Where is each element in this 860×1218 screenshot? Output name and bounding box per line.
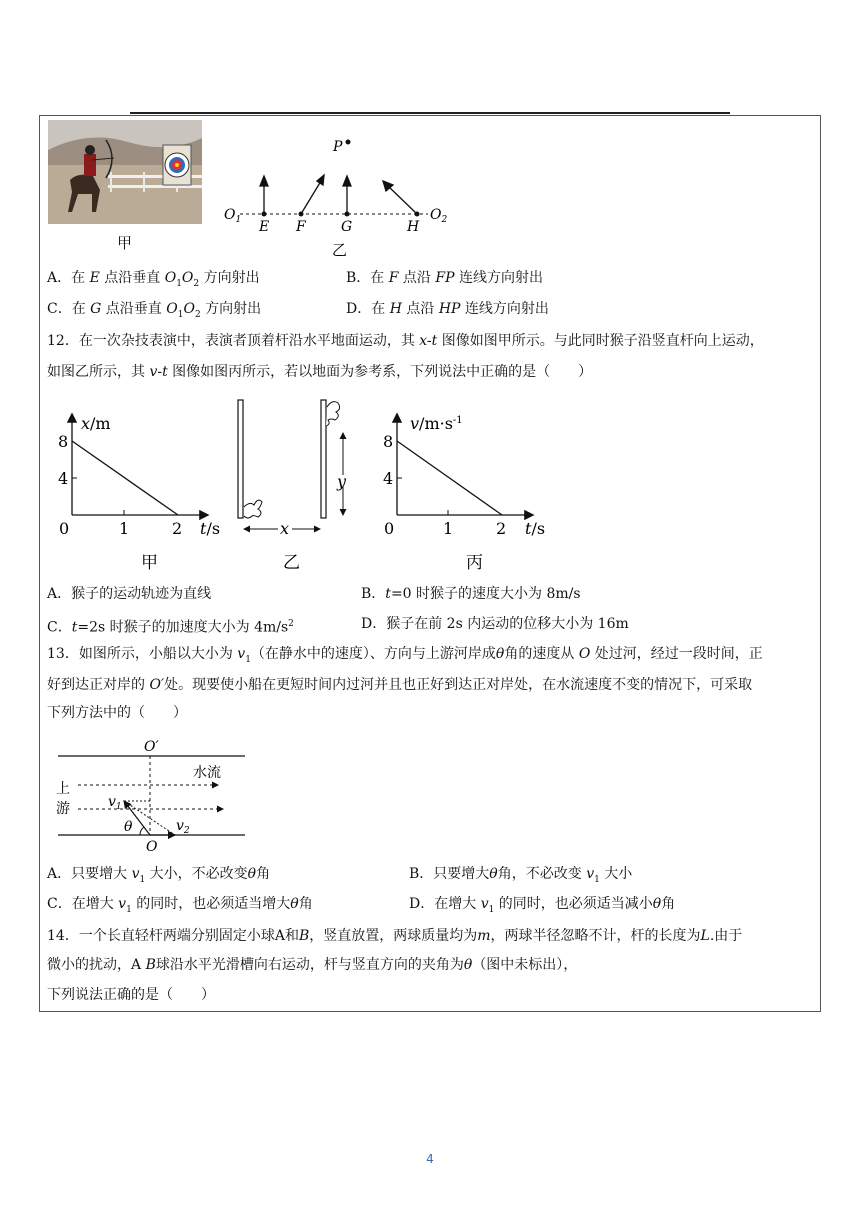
svg-text:1: 1 xyxy=(119,519,130,538)
svg-text:O′: O′ xyxy=(144,739,159,755)
svg-text:v/m·s-1: $v/m\cdot s^{-1}$ xyxy=(410,414,463,433)
q11-option-d[interactable]: D．在 H 点沿 HP 连线方向射出 xyxy=(346,301,549,317)
svg-text:游: 游 xyxy=(56,801,70,817)
svg-text:甲: 甲 xyxy=(141,553,158,573)
svg-text:乙: 乙 xyxy=(283,553,300,573)
monkey-top-icon xyxy=(326,402,340,426)
q13-option-c[interactable]: C．在增大 $v_1$ 的同时，也必须适当增大θ角 xyxy=(47,896,313,915)
archery-photo xyxy=(48,120,202,224)
arrow-H xyxy=(388,186,417,214)
graph-bing xyxy=(380,405,560,575)
q13-stem-line2: 好到达正对岸的 O′处。现要使小船在更短时间内过河并且也正好到达正对岸处，在水流速度不变的情况下，可采取 xyxy=(47,677,753,693)
q14-stem-line3: 下列说法正确的是（ ） xyxy=(47,987,215,1003)
svg-text:4: 4 xyxy=(383,469,394,488)
svg-text:2: 2 xyxy=(496,519,507,538)
svg-text:丙: 丙 xyxy=(466,553,483,573)
pole-figure xyxy=(230,395,360,575)
svg-text:8: 8 xyxy=(58,432,69,451)
vt-line xyxy=(397,441,502,515)
svg-text:v1: $v_1$ xyxy=(108,794,122,812)
q12-option-a[interactable]: A．猴子的运动轨迹为直线 xyxy=(47,586,212,602)
svg-text:1: 1 xyxy=(443,519,454,538)
svg-text:E: E xyxy=(259,219,270,235)
svg-text:F: F xyxy=(296,219,306,235)
svg-text:0: 0 xyxy=(59,519,70,538)
svg-text:v2: $v_2$ xyxy=(176,818,190,836)
graph-jia xyxy=(55,405,230,575)
xt-line xyxy=(72,441,178,515)
svg-text:t/s: t/s xyxy=(200,519,221,538)
svg-text:O2: $O_2$ xyxy=(430,207,448,225)
page-number: 4 xyxy=(426,1152,434,1166)
q12-stem-line1: 12．在一次杂技表演中，表演者顶着杆沿水平地面运动，其 x-t 图像如图甲所示。与此同时猴子沿竖直杆向上运动， xyxy=(47,333,764,349)
q11-option-a[interactable]: A．在 E 点沿垂直 $O_1O_2$ 方向射出 xyxy=(47,270,260,289)
svg-text:8: 8 xyxy=(383,432,394,451)
q13-option-d[interactable]: D．在增大 $v_1$ 的同时，也必须适当减小θ角 xyxy=(409,896,676,915)
svg-text:水流: 水流 xyxy=(193,765,221,781)
arrow-F xyxy=(301,181,321,214)
point-P xyxy=(346,140,351,145)
svg-text:t/s: t/s xyxy=(525,519,546,538)
svg-text:0: 0 xyxy=(384,519,395,538)
svg-text:x: x xyxy=(280,519,290,538)
q13-stem-line3: 下列方法中的（ ） xyxy=(47,705,187,721)
svg-text:θ: θ xyxy=(124,819,133,835)
svg-text:x/m: x/m xyxy=(81,414,111,433)
q12-option-c[interactable]: C．t=2s 时猴子的加速度大小为 $4m/s^2$ xyxy=(47,619,294,636)
caption-yi: 乙 xyxy=(332,241,348,259)
pole-end xyxy=(321,400,326,518)
pole-start xyxy=(238,400,243,518)
label-P: P xyxy=(333,139,343,155)
svg-text:2: 2 xyxy=(172,519,183,538)
q12-stem-line2: 如图乙所示，其 v-t 图像如图丙所示，若以地面为参考系，下列说法中正确的是（ ） xyxy=(47,364,593,380)
svg-text:H: H xyxy=(407,219,420,235)
monkey-bottom-icon xyxy=(244,500,262,518)
q11-option-c[interactable]: C．在 G 点沿垂直 $O_1O_2$ 方向射出 xyxy=(47,301,262,320)
q13-stem-line1: 13．如图所示，小船以大小为 $v_1$（在静水中的速度）、方向与上游河岸成θ角的速度从 O 处过河，经过一段时间，正 xyxy=(47,646,763,665)
q12-option-b[interactable]: B．t=0 时猴子的速度大小为 8m/s xyxy=(361,586,581,602)
svg-text:上: 上 xyxy=(56,781,70,797)
q14-stem-line2: 微小的扰动，A B球沿水平光滑槽向右运动，杆与竖直方向的夹角为θ（图中未标出）， xyxy=(47,957,578,973)
svg-text:4: 4 xyxy=(58,469,69,488)
q13-option-b[interactable]: B．只要增大θ角，不必改变 $v_1$ 大小 xyxy=(409,866,633,885)
q12-option-d[interactable]: D．猴子在前 2s 内运动的位移大小为 16m xyxy=(361,616,629,632)
river-diagram xyxy=(48,735,258,857)
caption-jia: 甲 xyxy=(117,234,133,252)
archery-diagram xyxy=(220,128,460,263)
header-rule xyxy=(130,112,730,114)
svg-text:G: G xyxy=(341,219,353,235)
q11-option-b[interactable]: B．在 F 点沿 FP 连线方向射出 xyxy=(346,270,543,286)
q13-option-a[interactable]: A．只要增大 $v_1$ 大小，不必改变θ角 xyxy=(47,866,271,885)
q14-stem-line1: 14．一个长直轻杆两端分别固定小球A和B，竖直放置，两球质量均为m，两球半径忽略不计，杆的长度为L.由于 xyxy=(47,928,743,944)
svg-text:O1: $O_1$ xyxy=(224,207,242,225)
svg-text:y: y xyxy=(337,472,347,491)
svg-text:O: O xyxy=(146,839,158,855)
